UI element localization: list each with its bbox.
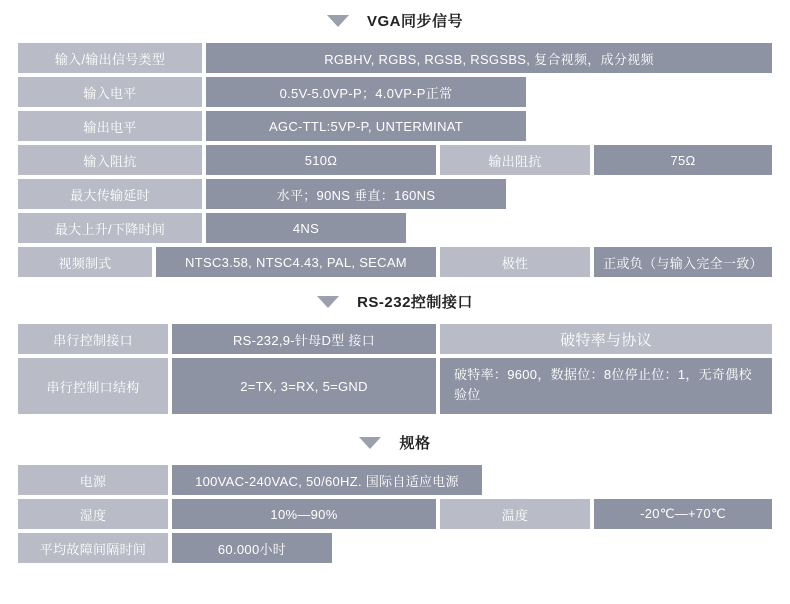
table-row	[18, 247, 772, 277]
row-value: 水平；90NS 垂直：160NS	[206, 179, 506, 209]
section-heading-rs232	[18, 291, 772, 312]
row-label: 平均故障间隔时间	[18, 533, 168, 563]
row-value: 75Ω	[594, 145, 772, 175]
spacer	[18, 312, 772, 324]
table-row	[18, 465, 772, 495]
row-value: -20℃—+70℃	[594, 499, 772, 529]
table-row	[18, 145, 772, 175]
row-value: 100VAC-240VAC, 50/60HZ. 国际自适应电源	[172, 465, 482, 495]
row-label: 破特率与协议	[440, 324, 772, 354]
triangle-down-icon	[327, 15, 349, 27]
row-value: NTSC3.58, NTSC4.43, PAL, SECAM	[156, 247, 436, 277]
row-label: 输入阻抗	[18, 145, 202, 175]
spacer	[18, 31, 772, 43]
row-label: 极性	[440, 247, 590, 277]
row-value: RS-232,9-针母D型 接口	[172, 324, 436, 354]
table-row	[18, 533, 772, 563]
top-spacer	[18, 0, 772, 10]
row-value: 10%—90%	[172, 499, 436, 529]
section-title: RS-232控制接口	[357, 294, 473, 311]
section-title: 规格	[399, 435, 431, 452]
row-value: 60.000小时	[172, 533, 332, 563]
row-label: 最大传输延时	[18, 179, 202, 209]
table-row	[18, 77, 772, 107]
table-row	[18, 499, 772, 529]
table-spec	[18, 465, 772, 563]
row-value: 破特率：9600，数据位：8位停止位：1，无奇偶校验位	[440, 358, 772, 414]
row-label: 输入/输出信号类型	[18, 43, 202, 73]
spacer	[18, 277, 772, 291]
table-vga	[18, 43, 772, 277]
section-title: VGA同步信号	[366, 13, 463, 30]
row-value: 510Ω	[206, 145, 436, 175]
table-row	[18, 111, 772, 141]
row-label: 湿度	[18, 499, 168, 529]
triangle-down-icon	[317, 296, 339, 308]
table-row	[18, 358, 772, 414]
row-value: 4NS	[206, 213, 406, 243]
row-label: 视频制式	[18, 247, 152, 277]
row-value: AGC-TTL:5VP-P, UNTERMINAT	[206, 111, 526, 141]
table-row	[18, 43, 772, 73]
table-row	[18, 324, 772, 354]
row-label: 输出电平	[18, 111, 202, 141]
table-row	[18, 179, 772, 209]
row-value: 0.5V-5.0VP-P；4.0VP-P正常	[206, 77, 526, 107]
row-value: 正或负（与输入完全一致）	[594, 247, 772, 277]
triangle-down-icon	[359, 437, 381, 449]
table-row	[18, 213, 772, 243]
row-label: 温度	[440, 499, 590, 529]
row-label: 输出阻抗	[440, 145, 590, 175]
row-value: 2=TX, 3=RX, 5=GND	[172, 358, 436, 414]
row-value: RGBHV, RGBS, RGSB, RSGSBS, 复合视频，成分视频	[206, 43, 772, 73]
row-label: 串行控制口结构	[18, 358, 168, 414]
table-rs232	[18, 324, 772, 414]
section-heading-vga	[18, 10, 772, 31]
section-heading-spec	[18, 432, 772, 453]
row-label: 串行控制接口	[18, 324, 168, 354]
spacer	[18, 414, 772, 432]
row-label: 输入电平	[18, 77, 202, 107]
spacer	[18, 453, 772, 465]
row-label: 电源	[18, 465, 168, 495]
row-label: 最大上升/下降时间	[18, 213, 202, 243]
